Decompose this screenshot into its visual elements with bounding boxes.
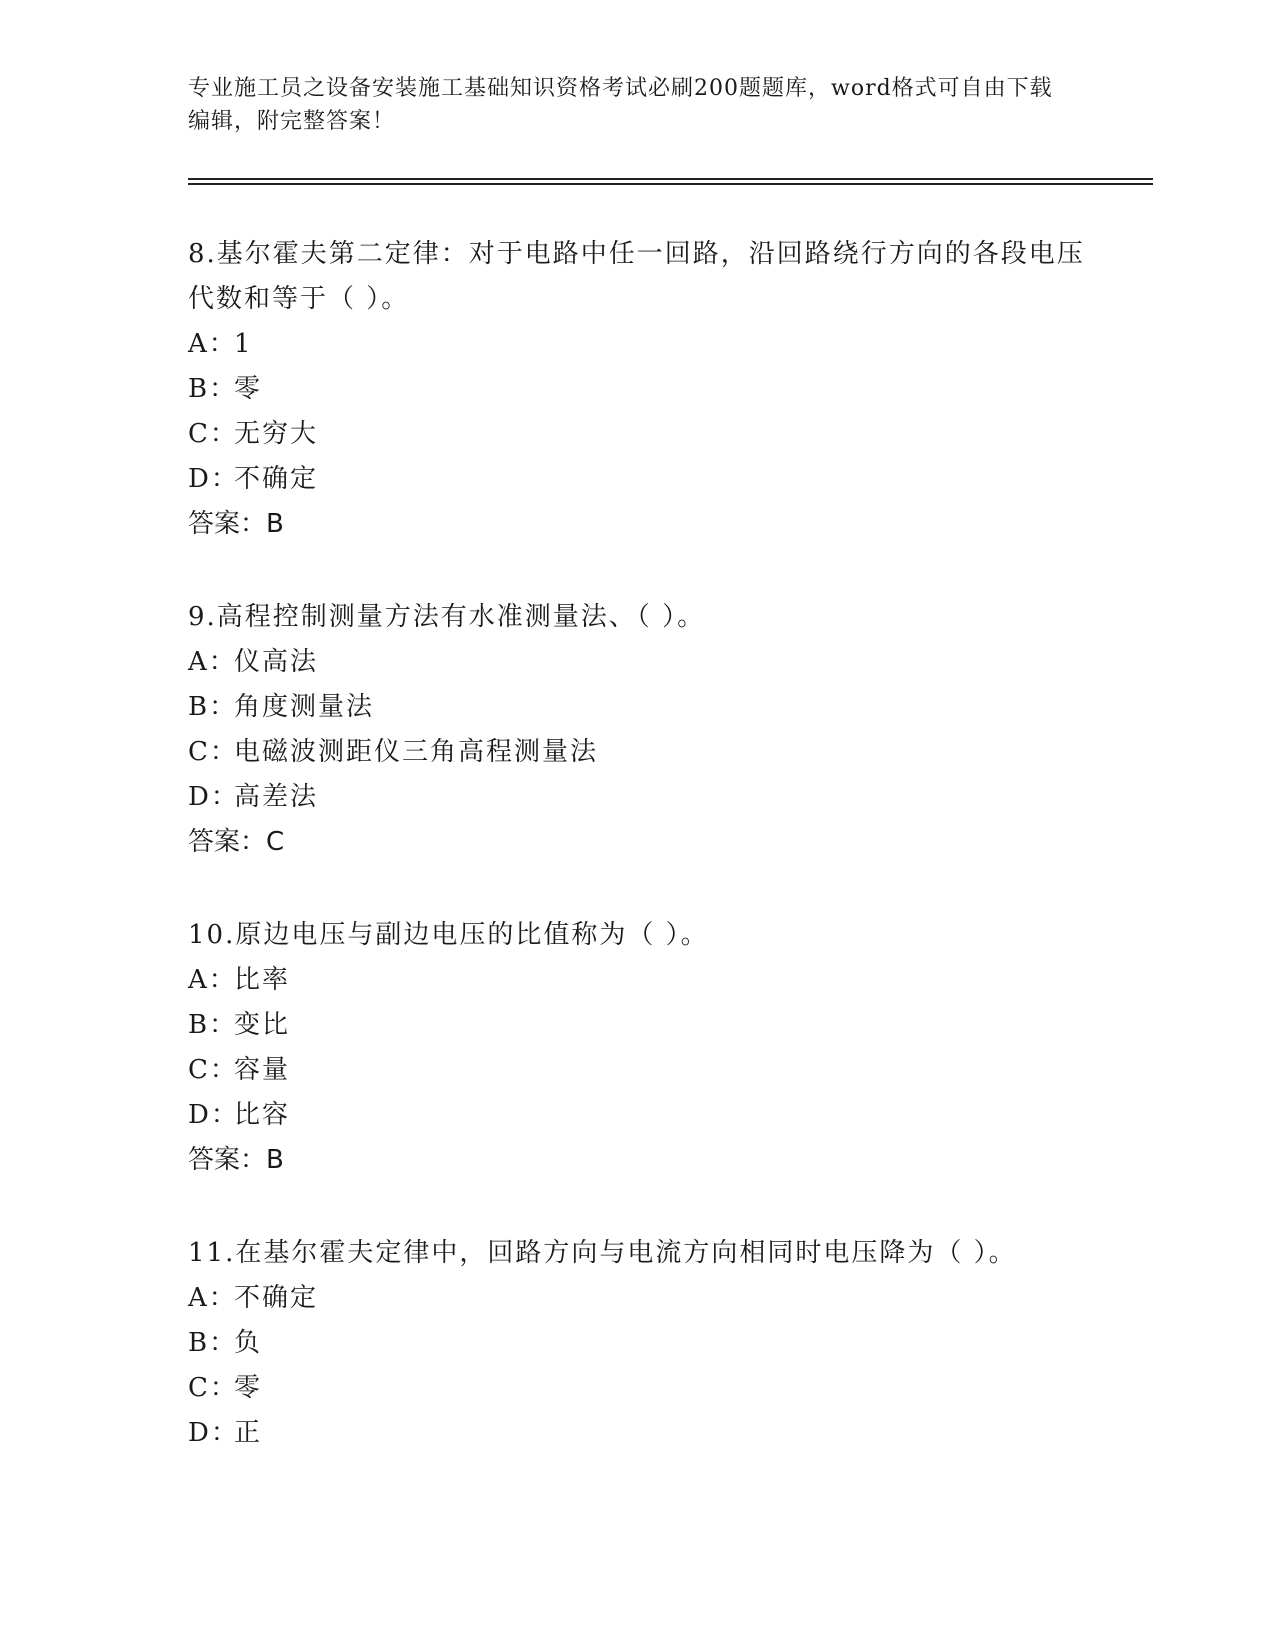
option-a [188, 958, 1088, 1003]
option-key: B： [188, 692, 238, 722]
document-header: 专业施工员之设备安装施工基础知识资格考试必刷200题题库，word格式可自由下载编辑，附完整答案！ [188, 76, 1053, 134]
answer-line: 答案：B [188, 509, 284, 539]
option-text: 1 [234, 329, 253, 359]
question-list [188, 232, 1088, 1504]
option-key: D： [188, 464, 239, 494]
option-c [188, 1366, 1088, 1411]
option-key: B： [188, 374, 238, 404]
option-a [188, 640, 1088, 685]
option-c [188, 1048, 1088, 1093]
header-rule-bottom [188, 183, 1153, 185]
option-b [188, 685, 1088, 730]
option-text: 高差法 [234, 782, 319, 812]
option-a [188, 322, 1088, 367]
option-d [188, 775, 1088, 820]
option-key: C： [188, 1373, 238, 1403]
option-text: 比率 [234, 965, 291, 995]
option-text: 正 [234, 1418, 263, 1448]
option-key: A： [188, 1283, 237, 1313]
option-b [188, 1321, 1088, 1366]
question-11 [188, 1231, 1088, 1456]
question-stem: 10.原边电压与副边电压的比值称为（ ）。 [188, 920, 709, 950]
option-text: 无穷大 [234, 419, 319, 449]
option-text: 零 [234, 374, 263, 404]
option-key: C： [188, 1055, 238, 1085]
option-key: A： [188, 965, 237, 995]
option-key: B： [188, 1010, 238, 1040]
option-b [188, 1003, 1088, 1048]
option-text: 比容 [234, 1100, 291, 1130]
option-key: C： [188, 737, 238, 767]
option-key: D： [188, 1418, 239, 1448]
option-b [188, 367, 1088, 412]
option-text: 角度测量法 [234, 692, 375, 722]
option-key: D： [188, 782, 239, 812]
option-text: 电磁波测距仪三角高程测量法 [234, 737, 599, 767]
question-stem: 11.在基尔霍夫定律中，回路方向与电流方向相同时电压降为（ ）。 [188, 1238, 1017, 1268]
option-key: D： [188, 1100, 239, 1130]
option-d [188, 457, 1088, 502]
option-c [188, 730, 1088, 775]
option-text: 不确定 [234, 1283, 319, 1313]
option-text: 仪高法 [234, 647, 319, 677]
question-10 [188, 913, 1088, 1183]
option-key: B： [188, 1328, 238, 1358]
option-d [188, 1411, 1088, 1456]
option-key: A： [188, 329, 237, 359]
option-d [188, 1093, 1088, 1138]
question-stem: 9.高程控制测量方法有水准测量法、（ ）。 [188, 602, 706, 632]
option-text: 负 [234, 1328, 263, 1358]
question-stem: 8.基尔霍夫第二定律：对于电路中任一回路，沿回路绕行方向的各段电压代数和等于（ ）。 [188, 239, 1085, 314]
option-key: A： [188, 647, 237, 677]
answer-line: 答案：B [188, 1145, 284, 1175]
question-8 [188, 232, 1088, 547]
option-c [188, 412, 1088, 457]
option-text: 零 [234, 1373, 263, 1403]
option-text: 变比 [234, 1010, 291, 1040]
option-text: 容量 [234, 1055, 291, 1085]
option-a [188, 1276, 1088, 1321]
option-key: C： [188, 419, 238, 449]
answer-line: 答案：C [188, 827, 285, 857]
header-rule-top [188, 178, 1153, 180]
option-text: 不确定 [234, 464, 319, 494]
question-9 [188, 595, 1088, 865]
